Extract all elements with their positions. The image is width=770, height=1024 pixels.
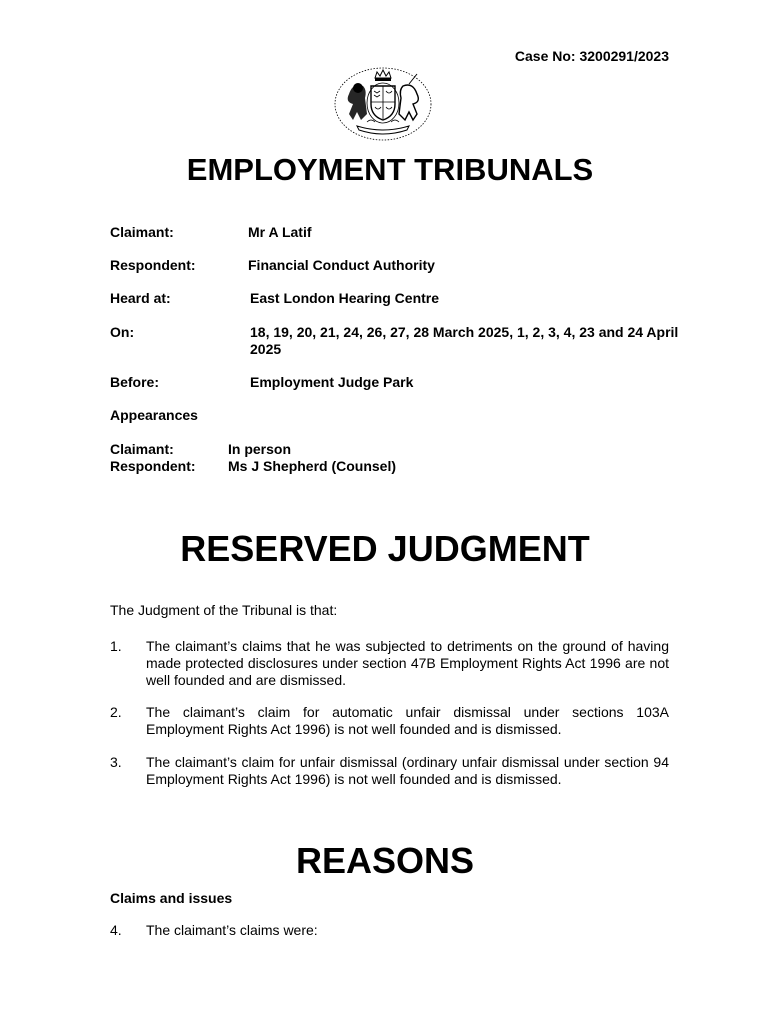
reasons-item-text: The claimant’s claims were: xyxy=(146,922,318,938)
heard-at-value: East London Hearing Centre xyxy=(250,290,440,306)
appearances-heading: Appearances xyxy=(110,407,198,423)
page-title: EMPLOYMENT TRIBUNALS xyxy=(186,152,594,187)
appearance-respondent-label: Respondent: xyxy=(110,458,196,474)
judge-value: Employment Judge Park xyxy=(250,374,414,390)
judgment-item-number: 1. xyxy=(110,638,122,654)
claimant-label: Claimant: xyxy=(110,224,174,240)
judgment-item-text: The claimant’s claim for automatic unfair dismissal under sections 103A Employment Rights Act 1996) is not well founded and is dismissed. xyxy=(146,704,669,737)
reasons-item-number: 4. xyxy=(110,922,122,938)
reasons-heading: REASONS xyxy=(295,840,475,881)
judgment-item-number: 3. xyxy=(110,754,122,770)
heard-at-label: Heard at: xyxy=(110,290,171,306)
hearing-dates-label: On: xyxy=(110,324,135,340)
royal-coat-of-arms-icon xyxy=(331,64,435,142)
claimant-value: Mr A Latif xyxy=(248,224,312,240)
appearance-claimant-label: Claimant: xyxy=(110,441,174,457)
before-label: Before: xyxy=(110,374,160,390)
appearance-claimant-value: In person xyxy=(228,441,292,457)
judgment-item-number: 2. xyxy=(110,704,122,720)
judgment-intro: The Judgment of the Tribunal is that: xyxy=(110,602,338,618)
hearing-dates-value: 18, 19, 20, 21, 24, 26, 27, 28 March 2025, 1, 2, 3, 4, 23 and 24 April 2025 xyxy=(250,324,679,357)
respondent-value: Financial Conduct Authority xyxy=(248,257,435,273)
appearance-respondent-value: Ms J Shepherd (Counsel) xyxy=(228,458,397,474)
case-number: Case No: 3200291/2023 xyxy=(514,48,669,64)
claims-and-issues-subheading: Claims and issues xyxy=(110,890,233,906)
judgment-heading: RESERVED JUDGMENT xyxy=(180,528,590,569)
respondent-label: Respondent: xyxy=(110,257,196,273)
judgment-item-text: The claimant’s claims that he was subjected to detriments on the ground of having made protected disclosures under section 47B Employment Rights Act 1996 are not well founded and are dismissed. xyxy=(146,638,669,688)
judgment-item-text: The claimant’s claim for unfair dismissal (ordinary unfair dismissal under section 94 Employment Rights Act 1996) is not well founded and is dismissed. xyxy=(146,754,669,787)
